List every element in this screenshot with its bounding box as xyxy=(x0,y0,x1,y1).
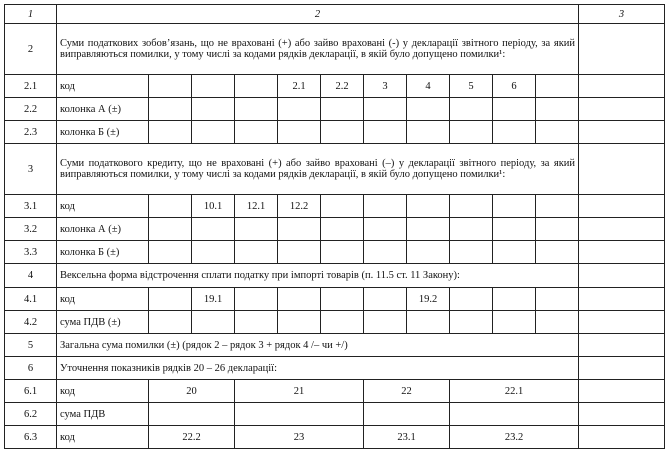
code-cell xyxy=(278,311,321,334)
code-cell xyxy=(407,121,450,144)
code-cell xyxy=(235,311,278,334)
code-cell: 5 xyxy=(450,75,493,98)
row-number: 2.2 xyxy=(5,98,57,121)
code-cell xyxy=(536,288,579,311)
row-label: колонка А (±) xyxy=(57,98,149,121)
row-label: колонка Б (±) xyxy=(57,121,149,144)
code-cell xyxy=(493,195,536,218)
value-cell xyxy=(579,311,665,334)
code-cell xyxy=(149,218,192,241)
row-6-1 xyxy=(5,380,665,403)
row-3 xyxy=(5,144,665,195)
code-cell: 23.1 xyxy=(364,426,450,449)
code-cell xyxy=(192,98,235,121)
value-cell xyxy=(579,288,665,311)
value-cell xyxy=(579,121,665,144)
code-cell: 23.2 xyxy=(450,426,579,449)
code-cell xyxy=(450,195,493,218)
row-3-3 xyxy=(5,241,665,264)
code-cell xyxy=(321,218,364,241)
code-cell: 20 xyxy=(149,380,235,403)
row-number: 5 xyxy=(5,334,57,357)
code-cell xyxy=(536,195,579,218)
code-cell xyxy=(149,121,192,144)
declaration-table xyxy=(4,4,665,449)
code-cell: 4 xyxy=(407,75,450,98)
value-cell xyxy=(579,264,665,288)
code-cell xyxy=(493,241,536,264)
code-cell: 19.1 xyxy=(192,288,235,311)
code-cell xyxy=(364,98,407,121)
value-cell xyxy=(579,241,665,264)
code-cell xyxy=(321,121,364,144)
code-cell xyxy=(364,121,407,144)
code-cell xyxy=(536,121,579,144)
code-cell xyxy=(235,288,278,311)
value-cell xyxy=(579,98,665,121)
value-cell xyxy=(579,218,665,241)
code-cell: 22.1 xyxy=(450,380,579,403)
code-cell xyxy=(407,195,450,218)
row-label: колонка Б (±) xyxy=(57,241,149,264)
code-cell xyxy=(450,241,493,264)
code-cell xyxy=(407,311,450,334)
code-cell xyxy=(407,98,450,121)
value-cell xyxy=(579,24,665,75)
code-cell xyxy=(536,75,579,98)
code-cell: 10.1 xyxy=(192,195,235,218)
row-4-2 xyxy=(5,311,665,334)
code-cell xyxy=(149,98,192,121)
code-cell xyxy=(407,241,450,264)
code-cell: 12.1 xyxy=(235,195,278,218)
code-cell xyxy=(278,98,321,121)
code-cell xyxy=(149,241,192,264)
code-cell xyxy=(450,403,579,426)
code-cell xyxy=(450,121,493,144)
row-description: Загальна сума помилки (±) (рядок 2 – рядок 3 + рядок 4 /– чи +/) xyxy=(57,334,579,357)
code-cell: 2.1 xyxy=(278,75,321,98)
row-number: 6.2 xyxy=(5,403,57,426)
row-label: код xyxy=(57,195,149,218)
code-cell xyxy=(536,218,579,241)
header-col-1: 1 xyxy=(5,5,57,24)
row-2-1 xyxy=(5,75,665,98)
row-number: 3 xyxy=(5,144,57,195)
code-cell xyxy=(450,218,493,241)
code-cell: 12.2 xyxy=(278,195,321,218)
code-cell xyxy=(321,195,364,218)
row-description: Суми податкових зобов’язань, що не враховані (+) або зайво враховані (-) у декларації звітного періоду, за який виправляються помилки, у тому числі за кодами рядків декларації, в якій було допущено помилки¹: xyxy=(57,24,579,75)
header-col-2: 2 xyxy=(57,5,579,24)
row-label: код xyxy=(57,380,149,403)
row-number: 6.3 xyxy=(5,426,57,449)
row-2-3 xyxy=(5,121,665,144)
code-cell xyxy=(321,98,364,121)
value-cell xyxy=(579,403,665,426)
row-label: колонка А (±) xyxy=(57,218,149,241)
code-cell xyxy=(493,98,536,121)
code-cell xyxy=(364,218,407,241)
value-cell xyxy=(579,380,665,403)
row-3-2 xyxy=(5,218,665,241)
code-cell: 3 xyxy=(364,75,407,98)
code-cell xyxy=(364,311,407,334)
code-cell: 22 xyxy=(364,380,450,403)
row-number: 2.3 xyxy=(5,121,57,144)
declaration-table-container xyxy=(4,4,665,449)
header-row xyxy=(5,5,665,24)
row-number: 6.1 xyxy=(5,380,57,403)
code-cell xyxy=(149,75,192,98)
row-number: 4.2 xyxy=(5,311,57,334)
code-cell xyxy=(235,241,278,264)
code-cell xyxy=(278,121,321,144)
row-description: Вексельна форма відстрочення сплати податку при імпорті товарів (п. 11.5 ст. 11 Закону): xyxy=(57,264,579,288)
code-cell xyxy=(364,195,407,218)
value-cell xyxy=(579,75,665,98)
code-cell xyxy=(149,403,235,426)
row-number: 6 xyxy=(5,357,57,380)
value-cell xyxy=(579,195,665,218)
code-cell xyxy=(278,218,321,241)
row-number: 4 xyxy=(5,264,57,288)
code-cell xyxy=(192,121,235,144)
code-cell xyxy=(450,311,493,334)
code-cell xyxy=(235,98,278,121)
row-4 xyxy=(5,264,665,288)
code-cell xyxy=(192,75,235,98)
code-cell xyxy=(450,288,493,311)
code-cell xyxy=(149,195,192,218)
row-number: 2 xyxy=(5,24,57,75)
code-cell xyxy=(278,288,321,311)
code-cell xyxy=(536,311,579,334)
row-2 xyxy=(5,24,665,75)
code-cell xyxy=(321,288,364,311)
code-cell xyxy=(493,121,536,144)
value-cell xyxy=(579,334,665,357)
value-cell xyxy=(579,144,665,195)
value-cell xyxy=(579,357,665,380)
row-6-2 xyxy=(5,403,665,426)
code-cell xyxy=(149,311,192,334)
code-cell xyxy=(192,311,235,334)
code-cell xyxy=(278,241,321,264)
row-number: 3.2 xyxy=(5,218,57,241)
code-cell xyxy=(536,241,579,264)
code-cell xyxy=(149,288,192,311)
code-cell: 6 xyxy=(493,75,536,98)
row-label: сума ПДВ (±) xyxy=(57,311,149,334)
code-cell xyxy=(192,241,235,264)
code-cell xyxy=(493,218,536,241)
code-cell xyxy=(364,403,450,426)
code-cell xyxy=(192,218,235,241)
value-cell xyxy=(579,426,665,449)
code-cell xyxy=(321,311,364,334)
code-cell xyxy=(493,311,536,334)
header-col-3: 3 xyxy=(579,5,665,24)
code-cell xyxy=(235,403,364,426)
code-cell xyxy=(450,98,493,121)
row-label: код xyxy=(57,75,149,98)
code-cell: 21 xyxy=(235,380,364,403)
row-number: 3.1 xyxy=(5,195,57,218)
row-4-1 xyxy=(5,288,665,311)
code-cell xyxy=(364,241,407,264)
row-2-2 xyxy=(5,98,665,121)
row-label: код xyxy=(57,426,149,449)
code-cell xyxy=(321,241,364,264)
row-3-1 xyxy=(5,195,665,218)
code-cell xyxy=(407,218,450,241)
row-6-3 xyxy=(5,426,665,449)
code-cell xyxy=(235,121,278,144)
code-cell xyxy=(364,288,407,311)
row-number: 2.1 xyxy=(5,75,57,98)
code-cell xyxy=(536,98,579,121)
code-cell: 22.2 xyxy=(149,426,235,449)
row-description: Уточнення показників рядків 20 – 26 декларації: xyxy=(57,357,579,380)
row-number: 4.1 xyxy=(5,288,57,311)
code-cell xyxy=(235,218,278,241)
code-cell: 19.2 xyxy=(407,288,450,311)
row-label: сума ПДВ xyxy=(57,403,149,426)
row-6 xyxy=(5,357,665,380)
code-cell xyxy=(235,75,278,98)
row-number: 3.3 xyxy=(5,241,57,264)
code-cell xyxy=(493,288,536,311)
row-label: код xyxy=(57,288,149,311)
row-description: Суми податкового кредиту, що не враховані (+) або зайво враховані (–) у декларації звітного періоду, за який виправляються помилки, у тому числі за кодами рядків декларації, в якій було допущено помилки¹: xyxy=(57,144,579,195)
row-5 xyxy=(5,334,665,357)
code-cell: 23 xyxy=(235,426,364,449)
code-cell: 2.2 xyxy=(321,75,364,98)
